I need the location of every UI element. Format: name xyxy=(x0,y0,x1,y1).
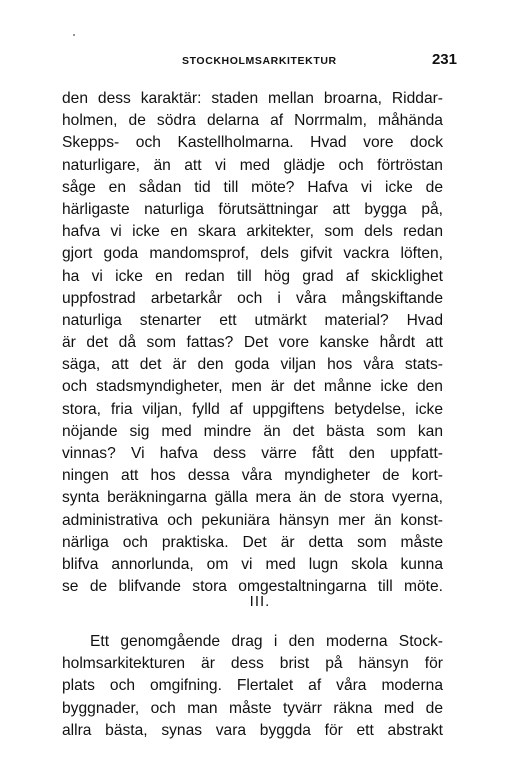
page-number: 231 xyxy=(431,51,457,68)
text-line: naturliga stenarter ett utmärkt material? Hvad xyxy=(62,311,443,329)
page-speck xyxy=(73,34,75,36)
text-line: holmen, de södra delarna af Norrmalm, måhända xyxy=(62,112,443,130)
text-line: allra bästa, synas vara byggda för ett abstrakt xyxy=(62,721,443,739)
text-line: vinnas? Vi hafva dess värre fått den uppfatt- xyxy=(62,445,443,462)
text-line: blifva annorlunda, om vi med lugn skola kunna xyxy=(62,555,443,573)
text-line: plats och omgifning. Flertalet af våra moderna xyxy=(62,677,443,695)
text-line: gjort goda mandomsprof, dels gifvit vackra löften, xyxy=(62,245,443,263)
text-line: stora, fria viljan, fylld af uppgiftens betydelse, icke xyxy=(62,400,443,418)
text-line: ningen att hos dessa våra myndigheter de kort- xyxy=(62,467,443,485)
text-line: säga, att det är den goda viljan hos våra stats- xyxy=(62,356,443,374)
text-line: härligaste naturliga förutsättningar att bygga på, xyxy=(62,200,443,218)
text-line: och stadsmyndigheter, men är det månne icke den xyxy=(62,378,443,396)
text-line: Ett genomgående drag i den moderna Stock- xyxy=(90,633,443,650)
text-line: hafva vi icke en skara arkitekter, som dels redan xyxy=(62,223,443,241)
running-title: STOCKHOLMSARKITEKTUR xyxy=(182,55,337,67)
text-line: närliga och praktiska. Det är detta som måste xyxy=(62,533,443,551)
text-line: den dess karaktär: staden mellan broarna, Riddar- xyxy=(62,90,443,107)
text-line: se de blifvande stora omgestaltningarna till möte. xyxy=(62,578,443,596)
text-line: byggnader, och man måste tyvärr räkna med de xyxy=(62,699,443,717)
paragraph-new-section xyxy=(62,631,443,742)
text-line: administrativa och pekuniära hänsyn mer än konst- xyxy=(62,511,443,529)
text-line: uppfostrad arbetarkår och i våra mångskiftande xyxy=(62,289,443,307)
text-line: såge en sådan tid till möte? Hafva vi icke de xyxy=(62,178,443,196)
text-line: holmsarkitekturen är dess brist på hänsyn för xyxy=(62,655,443,673)
text-line: Skepps- och Kastellholmarna. Hvad vore dock xyxy=(62,134,443,152)
text-line: ha vi icke en redan till hög grad af skicklighet xyxy=(62,267,443,285)
text-line: är det då som fattas? Det vore kanske hårdt att xyxy=(62,334,443,352)
page-header xyxy=(92,49,457,69)
paragraph-continued xyxy=(62,88,443,598)
text-line: naturligare, än att vi med glädje och förtröstan xyxy=(62,156,443,174)
section-heading: III. xyxy=(249,593,271,610)
text-line: nöjande sig med mindre än det bästa som kan xyxy=(62,422,443,440)
text-line: synta beräkningarna gälla mera än de stora vyerna, xyxy=(62,489,443,507)
